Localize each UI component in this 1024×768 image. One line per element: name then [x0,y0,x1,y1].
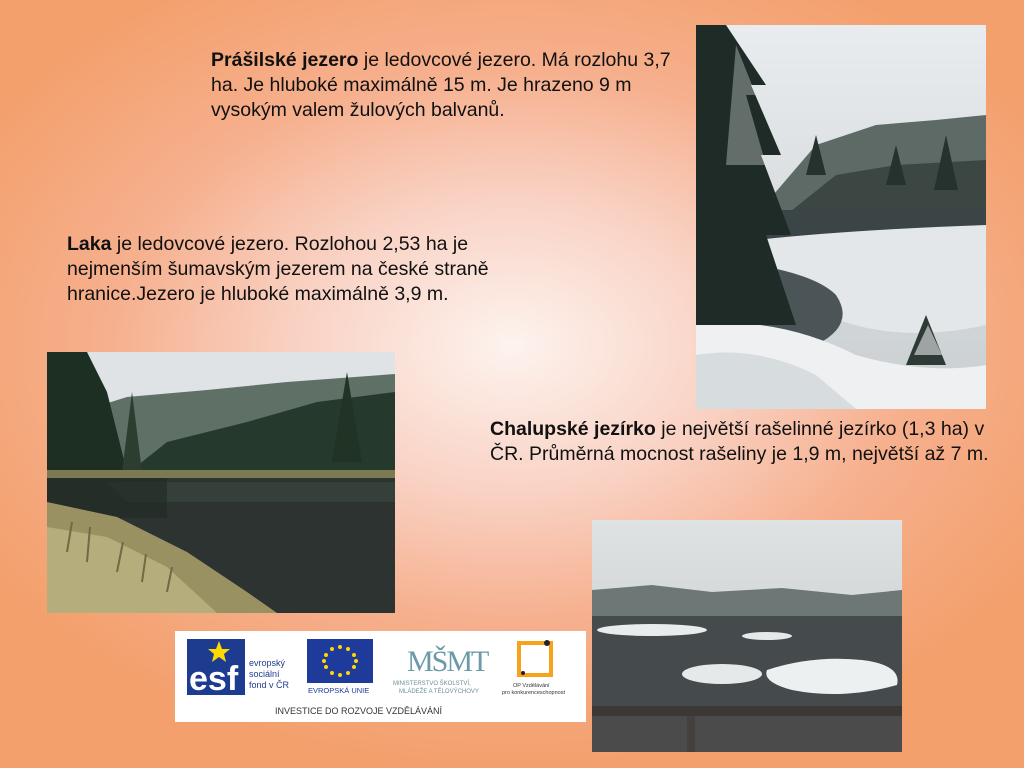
prasilske-jezero-text [211,48,691,123]
esf-line1: evropský [249,658,286,668]
chalupske-jezirko-photo [592,520,902,752]
banner-footer-text: INVESTICE DO ROZVOJE VZDĚLÁVÁNÍ [275,706,443,716]
esf-line3: fond v ČR [249,680,290,690]
chalupske-title: Chalupské jezírko [490,418,656,440]
laka-description: je ledovcové jezero. Rozlohou 2,53 ha je nejmenším šumavským jezerem na české straně hranice.Jezero je hluboké maximálně 3,9 m. [67,233,489,305]
op-vzdelavani-logo [502,640,565,696]
eu-flag-logo [307,639,373,695]
esf-logo [187,639,290,698]
eu-label: EVROPSKÁ UNIE [308,686,370,695]
msmt-line2: MLÁDEŽE A TĚLOVÝCHOVY [399,689,479,695]
chalupske-description: je největší rašelinné jezírko (1,3 ha) v ČR. Průměrná mocnost rašeliny je 1,9 m, největší až 7 m. [490,418,989,465]
esf-line2: sociální [249,669,280,679]
msmt-mark: MŠMT [407,645,488,678]
prasilske-title: Prášilské jezero [211,49,359,71]
op-line2: pro konkurenceschopnost [502,690,565,696]
logo-banner [175,631,586,722]
op-line1: OP Vzdělávání [513,683,550,689]
esf-mark: esf [189,660,239,698]
msmt-line1: MINISTERSTVO ŠKOLSTVÍ, [393,681,471,687]
msmt-logo [393,645,489,695]
prasilske-description: je ledovcové jezero. Má rozlohu 3,7 ha. Je hluboké maximálně 15 m. Je hrazeno 9 m vysokým valem žulových balvanů. [211,49,671,121]
laka-text [67,232,557,307]
chalupske-jezirko-text [490,417,990,467]
laka-title: Laka [67,233,112,255]
laka-photo [47,352,395,613]
prasilske-jezero-photo [696,25,986,409]
